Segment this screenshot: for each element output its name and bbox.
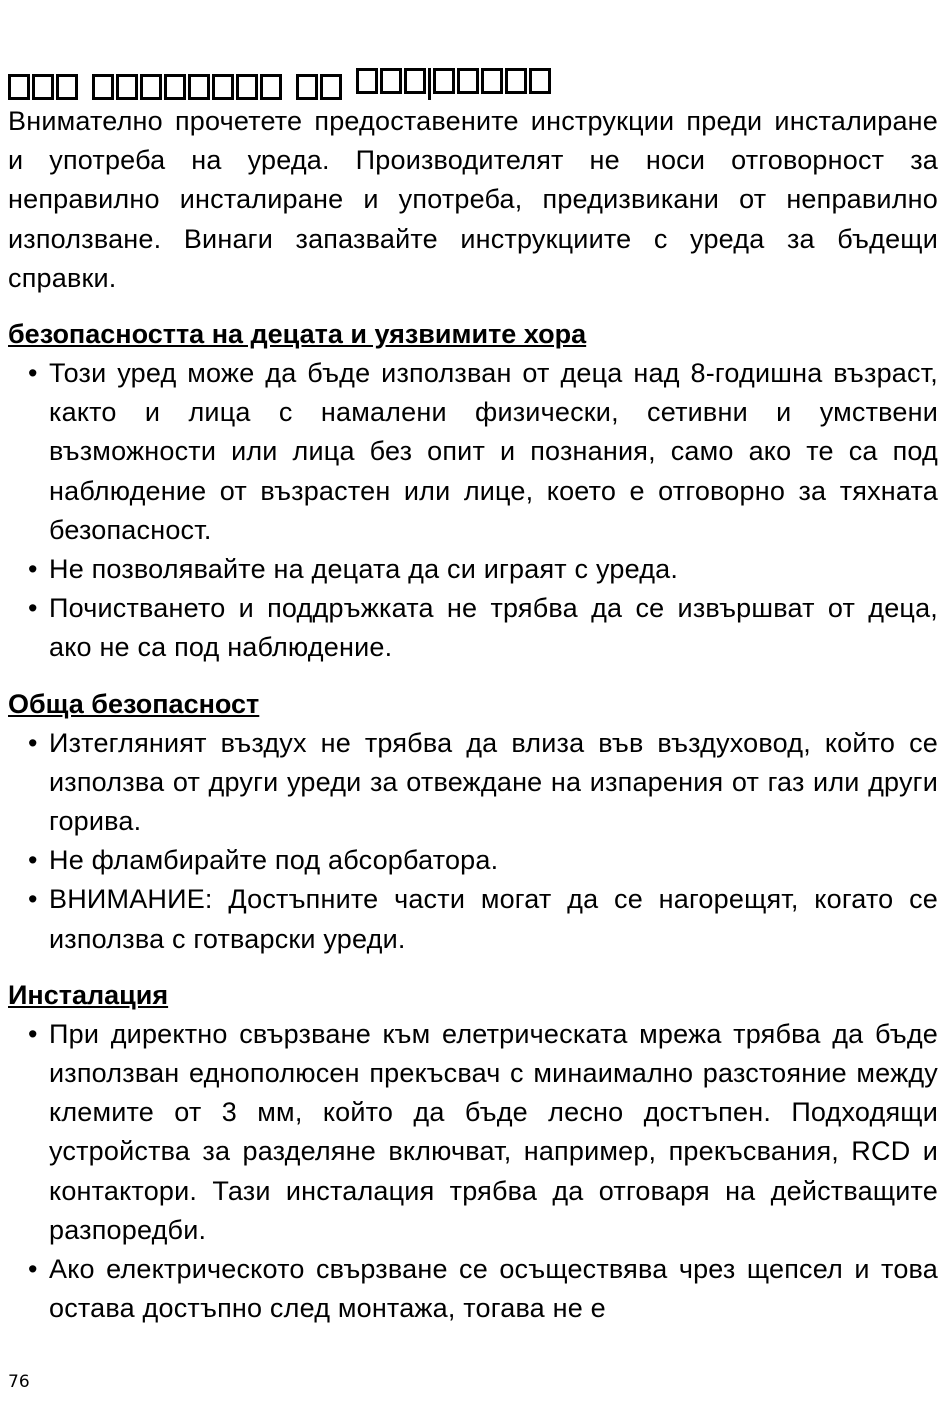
list-item: • Почистването и поддръжката не трябва да се извършват от деца, ако не са под наблюдение. (8, 589, 938, 667)
title-word (92, 74, 284, 100)
list-item: • Изтегляният въздух не трябва да влиза във въздуховод, който се използва от други уреди за отвеждане на изпарения от газ или други горива. (8, 724, 938, 842)
document-page (8, 62, 938, 1328)
installation-list (8, 1015, 938, 1329)
bullet-icon: • (28, 727, 38, 758)
intro-paragraph: Внимателно прочетете предоставените инструкции преди инсталиране и употреба на уреда. Производителят не носи отговорност за неправилно инсталиране и употреба, предизвикани от неправилно използване. Винаги запазвайте инструкциите с уреда за бъдещи справки. (8, 106, 938, 293)
page-title-missing-glyphs (8, 62, 938, 100)
child-safety-list (8, 354, 938, 668)
list-item: • Ако електрическото свързване се осъществява чрез щепсел и това остава достъпно след монтажа, тогава не е (8, 1250, 938, 1328)
title-word (356, 68, 553, 100)
list-item: • Не позволявайте на децата да си играят с уреда. (8, 550, 938, 589)
list-item: • Не фламбирайте под абсорбатора. (8, 841, 938, 880)
bullet-icon: • (28, 358, 38, 389)
page-number: 76 (8, 1372, 30, 1392)
title-word (8, 74, 80, 100)
bullet-icon: • (28, 554, 38, 585)
title-word (296, 74, 344, 100)
bullet-icon: • (28, 593, 38, 624)
list-item: • ВНИМАНИЕ: Достъпните части могат да се нагорещят, когато се използва с готварски уреди. (8, 880, 938, 958)
section-heading-child-safety: безопасността на децата и уязвимите хора (8, 319, 587, 350)
bullet-icon: • (28, 1254, 38, 1285)
list-item: • Този уред може да бъде използван от деца над 8-годишна възраст, както и лица с намалени физически, сетивни и умствени възможности или лица без опит и познания, само ако те са под наблюдение от възрастен или лице, което е отговорно за тяхната безопасност. (8, 354, 938, 550)
bullet-icon: • (28, 884, 38, 915)
list-item: • При директно свързване към елетрическата мрежа трябва да бъде използван еднополюсен прекъсвач с минаимално разстояние между клемите от 3 мм, който да бъде лесно достъпен. Подходящи устройства за разделяне включват, например, прекъсвания, RCD и контактори. Тази инсталация трябва да отговаря на действащите разпоредби. (8, 1015, 938, 1250)
bullet-icon: • (28, 1018, 38, 1049)
bullet-icon: • (28, 845, 38, 876)
section-heading-installation: Инсталация (8, 979, 169, 1010)
general-safety-list (8, 724, 938, 959)
section-heading-general-safety: Обща безопасност (8, 688, 260, 719)
